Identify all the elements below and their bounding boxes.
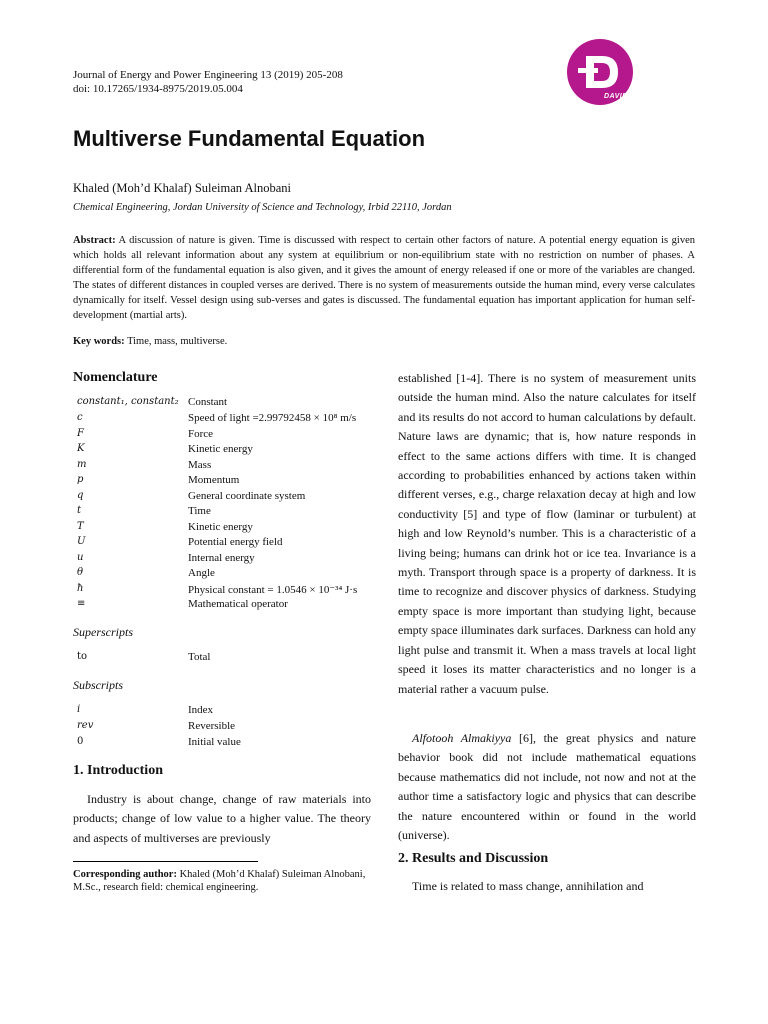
superscript-row: to Total	[77, 651, 211, 663]
author: Khaled (Moh’d Khalaf) Suleiman Alnobani	[73, 181, 292, 195]
doi: doi: 10.17265/1934-8975/2019.05.004	[73, 83, 243, 95]
nomenclature-row: constant₁, constant₂ Constant	[77, 396, 228, 408]
subscript-row: 0 Initial value	[77, 736, 241, 748]
journal-header	[73, 68, 343, 96]
nomenclature-row: F Force	[77, 428, 214, 440]
publisher-logo	[556, 38, 701, 113]
nomenclature-row: q General coordinate system	[77, 490, 306, 502]
logo-text: DAVID PUBLISHING	[604, 93, 679, 100]
body-paragraph-1: established [1-4]. There is no system of measurement units outside the human mind. Also the nature calculates for itself and its results do not accord to human calculations by default. Nature laws are dynamic; that is, how nature responds in effect to the same actions differs with time. It is changed according to probabilities enhanced by actions taken within different verses, e.g., charge relaxation decay at high and low conductivity [5] and type of flow (laminar or turbulent) at high and low Reynold’s number. This is a characteristic of a living being; humans can drink hot or ice tea. Invariance is a myth. Transport through space is a property of darkness. It is time to recognize and discover physics of darkness. Studying empty space is more important than studying light, because empty space illuminates dark surfaces. Darkness can hold any light pulse and transmit it. When a mass travels at local light speed it loses its matter characteristics and no longer is a material rather a vacuum pulse.	[398, 371, 696, 696]
keywords	[73, 336, 227, 347]
keywords-text: Time, mass, multiverse.	[127, 336, 228, 347]
abstract-text: A discussion of nature is given. Time is discussed with respect to certain other factors of nature. A potential energy equation is given which holds all relevant information about any system at equilibrium or non-equilibrium state with no restriction on number of phases. A differential form of the fundamental equation is also given, and it gives the amount of energy released if one or more of the variables are changed. The states of different distances in coupled verses are derived. There is no system of measurements outside the human mind, every verse calculates dynamically for itself. Vessel design using sub-verses and gates is discussed. The fundamental equation has important application for human self-development (martial arts).	[73, 235, 695, 321]
nomenclature-row: t Time	[77, 505, 211, 517]
david-publishing-logo-icon	[556, 38, 701, 113]
abstract-label: Abstract:	[73, 235, 116, 246]
nomenclature-row: U Potential energy field	[77, 536, 283, 548]
nomenclature-row: K Kinetic energy	[77, 443, 253, 455]
footnote-text: Khaled (Moh’d Khalaf) Suleiman Alnobani, M.Sc., research field: chemical engineering.	[73, 869, 366, 893]
superscripts-heading: Superscripts	[73, 625, 133, 639]
nomenclature-row: ħ Physical constant = 1.0546 × 10⁻³⁴ J·s	[77, 583, 358, 596]
footnote-divider	[73, 861, 258, 862]
nomenclature-row: m Mass	[77, 459, 212, 471]
nomenclature-list	[77, 396, 367, 616]
footnote	[73, 868, 371, 894]
subscripts-list	[77, 704, 367, 754]
body-paragraph-2-text: [6], the great physics and nature behavior book did not include mathematical equations because mathematics did not include, not now and not at the author time a satisfactory logic and physics that can describe the nature encountered within or found in the world (universe).	[398, 731, 696, 843]
superscripts-list	[77, 651, 367, 667]
nomenclature-row: p Momentum	[77, 474, 240, 486]
subscript-row: rev Reversible	[77, 720, 236, 732]
paper-title: Multiverse Fundamental Equation	[73, 126, 426, 151]
affiliation: Chemical Engineering, Jordan University of Science and Technology, Irbid 22110, Jordan	[73, 202, 452, 213]
book-title: Alfotooh Almakiyya	[412, 731, 512, 745]
keywords-label: Key words:	[73, 336, 125, 347]
nomenclature-row: u Internal energy	[77, 552, 255, 564]
subscripts-heading: Subscripts	[73, 678, 124, 692]
nomenclature-heading: Nomenclature	[73, 370, 158, 385]
body-paragraph-2	[398, 729, 696, 845]
nomenclature-row: θ Angle	[77, 567, 215, 579]
nomenclature-row: T Kinetic energy	[77, 521, 253, 533]
journal-citation: Journal of Energy and Power Engineering 13 (2019) 205-208	[73, 69, 343, 81]
nomenclature-row: c Speed of light =2.99792458 × 10⁸ m/s	[77, 412, 357, 424]
body-paragraph-3: Time is related to mass change, annihilation and	[412, 879, 644, 893]
introduction-heading: 1. Introduction	[73, 763, 163, 778]
abstract	[73, 233, 695, 323]
introduction-text: Industry is about change, change of raw materials into products; change of low value to a higher value. The theory and aspects of multiverses are previously	[73, 792, 371, 845]
results-heading: 2. Results and Discussion	[398, 851, 549, 866]
footnote-label: Corresponding author:	[73, 869, 177, 880]
nomenclature-row: ≡ Mathematical operator	[77, 598, 288, 610]
subscript-row: i Index	[77, 704, 214, 716]
